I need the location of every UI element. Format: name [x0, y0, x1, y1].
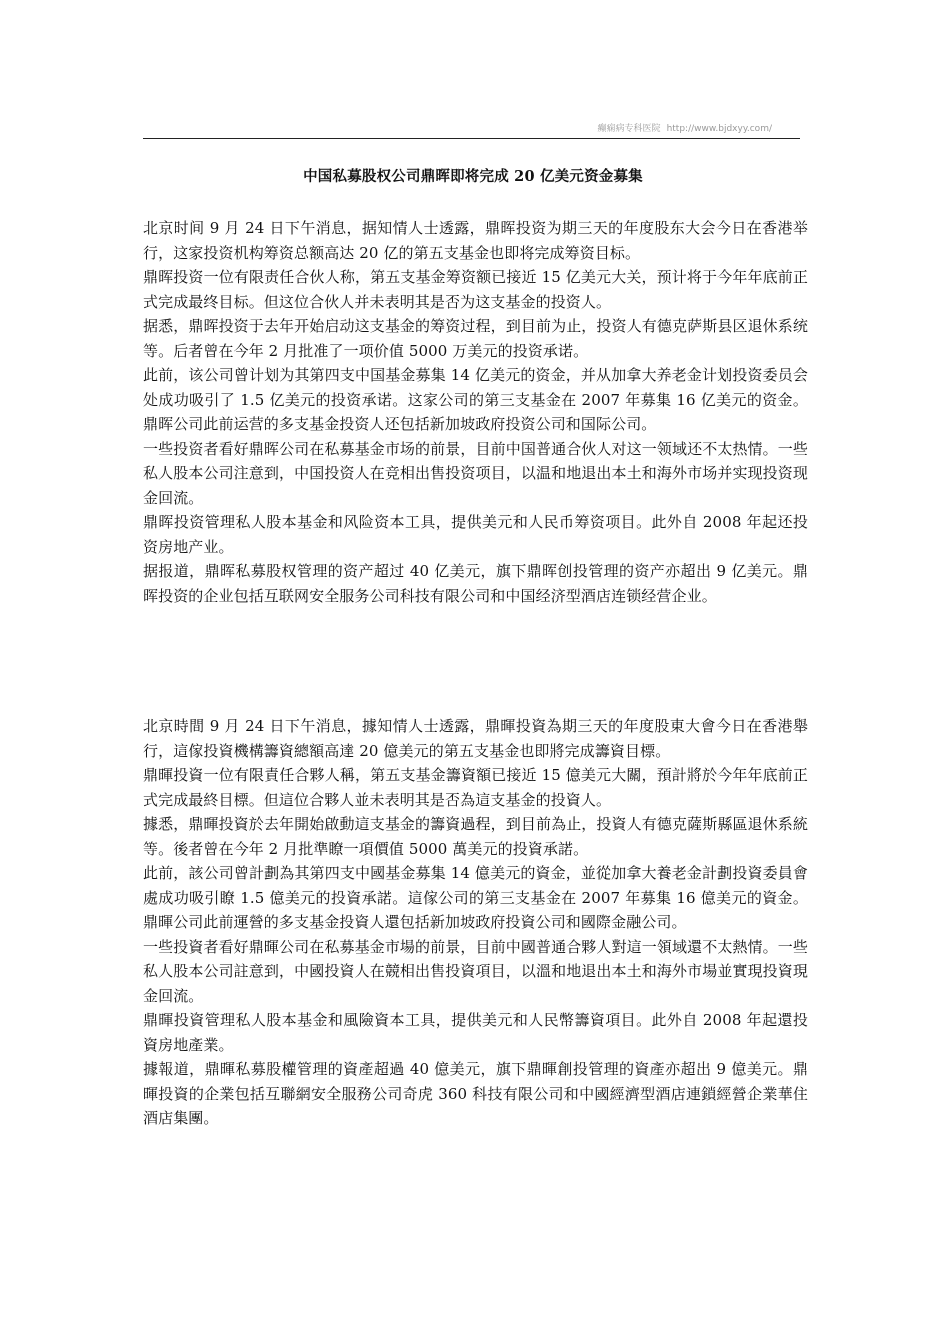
paragraph: 鼎晖投资一位有限责任合伙人称，第五支基金筹资额已接近 15 亿美元大关，预计将于今年年底前正式完成最终目标。但这位合伙人并未表明其是否为这支基金的投资人。 — [143, 268, 808, 311]
paragraph: 北京时间 9 月 24 日下午消息，据知情人士透露，鼎晖投资为期三天的年度股东大会今日在香港举行，这家投资机构筹资总额高达 20 亿的第五支基金也即将完成筹资目标。 — [143, 219, 808, 262]
paragraph: 此前，該公司曾計劃為其第四支中國基金募集 14 億美元的資金，並從加拿大養老金計劃投資委員會處成功吸引瞭 1.5 億美元的投資承諾。這傢公司的第三支基金在 2007 年募集 16 億美元的資金。鼎暉公司此前運營的多支基金投資人還包括新加坡政府投資公司和國際金融公司。 — [143, 864, 808, 931]
paragraph: 鼎暉投資一位有限責任合夥人稱，第五支基金籌資額已接近 15 億美元大關，預計將於今年年底前正式完成最終目標。但這位合夥人並未表明其是否為這支基金的投資人。 — [143, 766, 808, 809]
document-title: 中国私募股权公司鼎晖即将完成 20 亿美元资金募集 — [303, 168, 643, 185]
paragraph: 北京時間 9 月 24 日下午消息，據知情人士透露，鼎暉投資為期三天的年度股東大會今日在香港舉行，這傢投資機構籌資總額高達 20 億美元的第五支基金也即將完成籌資目標。 — [143, 717, 808, 760]
paragraph: 此前，该公司曾计划为其第四支中国基金募集 14 亿美元的资金，并从加拿大养老金计划投资委员会处成功吸引了 1.5 亿美元的投资承诺。这家公司的第三支基金在 2007 年募集 16 亿美元的资金。鼎晖公司此前运营的多支基金投资人还包括新加坡政府投资公司和国际公司。 — [143, 366, 808, 433]
paragraph: 据报道，鼎晖私募股权管理的资产超过 40 亿美元，旗下鼎晖创投管理的资产亦超出 9 亿美元。鼎晖投资的企业包括互联网安全服务公司科技有限公司和中国经济型酒店连锁经营企业。 — [143, 562, 808, 605]
header-site-name: 癫痫病专科医院 — [597, 124, 661, 134]
paragraph: 據報道，鼎暉私募股權管理的資產超過 40 億美元，旗下鼎暉創投管理的資產亦超出 9 億美元。鼎暉投資的企業包括互聯網安全服務公司奇虎 360 科技有限公司和中國經濟型酒店連鎖經營企業華住酒店集團。 — [143, 1060, 808, 1127]
simplified-article — [143, 216, 808, 608]
header-url: http://www.bjdxyy.com/ — [666, 124, 772, 134]
page-header — [143, 122, 800, 139]
paragraph: 鼎晖投资管理私人股本基金和风险资本工具，提供美元和人民币筹资项目。此外自 2008 年起还投资房地产业。 — [143, 513, 808, 556]
traditional-article — [143, 714, 808, 1131]
paragraph: 一些投資者看好鼎暉公司在私募基金市場的前景，目前中國普通合夥人對這一領域還不太熱情。一些私人股本公司註意到，中國投資人在競相出售投資項目，以溫和地退出本土和海外市場並實現投資現金回流。 — [143, 937, 808, 1005]
paragraph: 一些投资者看好鼎晖公司在私募基金市场的前景，目前中国普通合伙人对这一领域还不太热情。一些私人股本公司注意到，中国投资人在竞相出售投资项目，以温和地退出本土和海外市场并实现投资现金回流。 — [143, 439, 808, 507]
paragraph: 鼎暉投資管理私人股本基金和風險資本工具，提供美元和人民幣籌資項目。此外自 2008 年起還投資房地產業。 — [143, 1011, 808, 1054]
paragraph: 据悉，鼎晖投资于去年开始启动这支基金的筹资过程，到目前为止，投资人有德克萨斯县区退休系统等。后者曾在今年 2 月批准了一项价值 5000 万美元的投资承诺。 — [143, 317, 808, 360]
paragraph: 據悉，鼎暉投資於去年開始啟動這支基金的籌資過程，到目前為止，投資人有德克薩斯縣區退休系統等。後者曾在今年 2 月批準瞭一項價值 5000 萬美元的投資承諾。 — [143, 815, 808, 858]
